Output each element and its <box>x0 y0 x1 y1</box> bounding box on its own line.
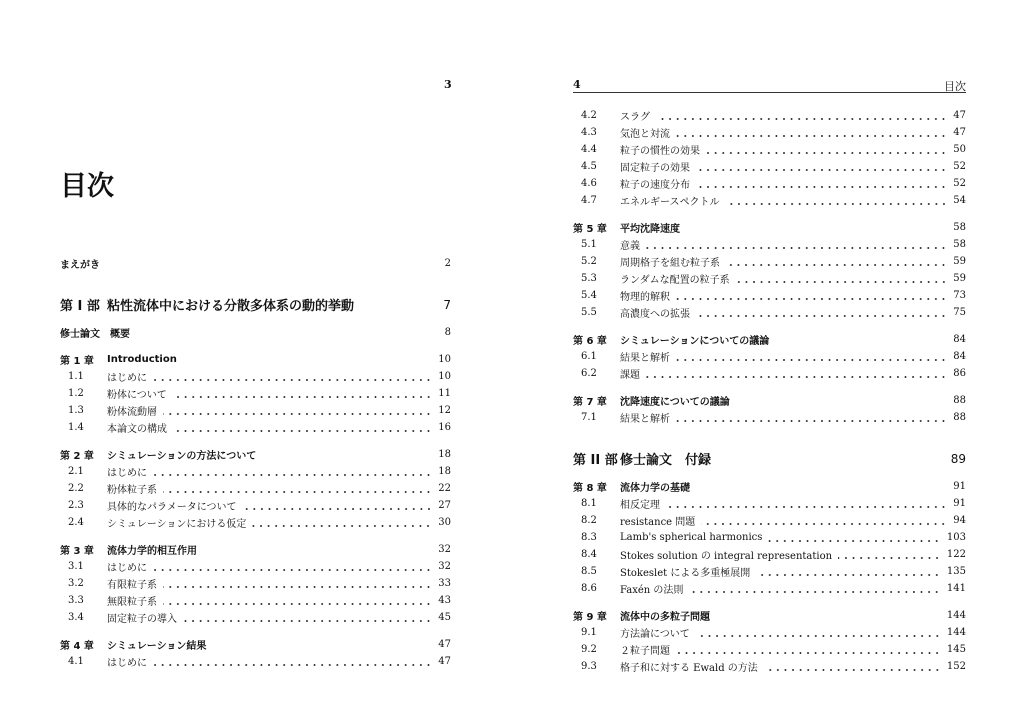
entry-title: 固定粒子の導入 <box>107 614 177 625</box>
toc-entry-section[interactable] <box>573 658 966 675</box>
entry-number: まえがき <box>60 260 100 271</box>
entry-number: 4.4 <box>581 144 597 155</box>
entry-title: 具体的なパラメータについて <box>107 502 237 513</box>
entry-title: 平均沈降速度 <box>620 224 680 235</box>
dot-leader <box>243 501 433 511</box>
entry-title: はじめに <box>107 563 147 574</box>
entry-page: 32 <box>438 544 451 555</box>
toc-entry-section[interactable] <box>60 497 451 514</box>
entry-number: 1.3 <box>68 405 84 416</box>
toc-heading: 目次 <box>60 171 114 202</box>
entry-number: 第 6 章 <box>573 336 607 347</box>
toc-entry-section[interactable] <box>573 624 966 641</box>
dot-leader <box>153 372 432 382</box>
entry-number: 第 3 章 <box>60 546 94 557</box>
entry-title: はじめに <box>107 373 147 384</box>
toc-entry-section[interactable] <box>60 575 451 592</box>
dot-leader <box>163 596 432 606</box>
dot-leader <box>173 423 432 433</box>
toc-entry-section[interactable] <box>573 546 966 563</box>
toc-entry-section[interactable] <box>573 236 966 253</box>
dot-leader <box>666 499 947 509</box>
dot-leader <box>768 533 940 543</box>
entry-number: 9.2 <box>581 644 597 655</box>
dot-leader <box>736 274 948 284</box>
entry-title: 粉体について <box>107 390 167 401</box>
entry-number: 第 9 章 <box>573 612 607 623</box>
toc-entry-section[interactable] <box>573 365 966 382</box>
toc-entry-chapter[interactable] <box>60 541 451 558</box>
dot-leader <box>696 179 947 189</box>
entry-page: 144 <box>946 627 966 638</box>
entry-number: 4.1 <box>68 656 84 667</box>
dot-leader <box>676 128 947 138</box>
toc-entry-chapter[interactable] <box>573 392 966 409</box>
entry-number: 5.5 <box>581 307 597 318</box>
entry-number: 8.1 <box>581 498 597 509</box>
entry-page: 11 <box>438 388 451 399</box>
entry-title: シミュレーションの方法について <box>107 451 257 462</box>
entry-page: 2 <box>444 258 451 269</box>
entry-page: 32 <box>438 561 451 572</box>
entry-number: 3.2 <box>68 578 84 589</box>
entry-page: 16 <box>438 422 451 433</box>
entry-title: Stokeslet による多重極展開 <box>620 568 751 579</box>
entry-page: 84 <box>953 334 966 345</box>
entry-title: シミュレーションについての議論 <box>620 336 770 347</box>
toc-entry-section[interactable] <box>60 558 451 575</box>
toc-entry-section[interactable] <box>573 495 966 512</box>
entry-number: 3.4 <box>68 612 84 623</box>
entry-number: 9.1 <box>581 627 597 638</box>
page-number: 3 <box>444 78 452 91</box>
entry-page: 59 <box>953 273 966 284</box>
entry-page: 18 <box>438 466 451 477</box>
entry-title: 流体中の多粒子問題 <box>620 612 710 623</box>
toc-entry-chapter[interactable] <box>60 351 451 368</box>
dot-leader <box>646 240 947 250</box>
toc-entry-section[interactable] <box>573 304 966 321</box>
entry-title: 意義 <box>620 241 640 252</box>
entry-page: 33 <box>438 578 451 589</box>
entry-page: 84 <box>953 351 966 362</box>
entry-title: 格子和に対する Ewald の方法 <box>620 663 758 674</box>
entry-number: 6.2 <box>581 368 597 379</box>
toc-entry-section[interactable] <box>60 385 451 402</box>
entry-page: 91 <box>953 498 966 509</box>
entry-page: 47 <box>438 656 451 667</box>
entry-number: 2.4 <box>68 517 84 528</box>
dot-leader <box>153 562 432 572</box>
entry-number: 8.3 <box>581 532 597 543</box>
toc-entry-section[interactable] <box>60 653 451 670</box>
entry-page: 59 <box>953 256 966 267</box>
entry-title: 有限粒子系 <box>107 580 157 591</box>
toc-entry-section[interactable] <box>573 641 966 658</box>
toc-entry-section[interactable] <box>573 124 966 141</box>
entry-number: 1.2 <box>68 388 84 399</box>
toc-entry-section[interactable] <box>573 512 966 529</box>
entry-number: 4.5 <box>581 161 597 172</box>
entry-page: 10 <box>438 371 451 382</box>
entry-number: 4.2 <box>581 110 597 121</box>
entry-page: 144 <box>946 610 966 621</box>
entry-title: 本論文の構成 <box>107 424 167 435</box>
entry-page: 18 <box>438 449 451 460</box>
dot-leader <box>696 308 947 318</box>
right-page <box>512 0 1024 727</box>
entry-number: 5.2 <box>581 256 597 267</box>
toc-entry-section[interactable] <box>60 592 451 609</box>
toc-entry-chapter[interactable] <box>573 478 966 495</box>
toc-entry-part[interactable] <box>573 449 966 468</box>
entry-number: 第 5 章 <box>573 224 607 235</box>
entry-title: 結果と解析 <box>620 414 670 425</box>
toc-entry-section[interactable] <box>60 419 451 436</box>
toc-entry-part[interactable] <box>60 295 451 314</box>
entry-title: 流体力学的相互作用 <box>107 546 197 557</box>
entry-title: Introduction <box>107 354 177 365</box>
toc-entry-section[interactable] <box>573 529 966 546</box>
entry-page: 45 <box>438 612 451 623</box>
entry-number: 1.1 <box>68 371 84 382</box>
entry-number: 第 1 章 <box>60 356 94 367</box>
entry-title: 沈降速度についての議論 <box>620 397 730 408</box>
entry-title: 粉体粒子系 <box>107 485 157 496</box>
entry-page: 103 <box>946 532 966 543</box>
dot-leader <box>183 613 432 623</box>
entry-page: 52 <box>953 178 966 189</box>
entry-page: 145 <box>946 644 966 655</box>
toc-entry-section[interactable] <box>573 107 966 124</box>
entry-number: 8.6 <box>581 583 597 594</box>
entry-number: 4.7 <box>581 195 597 206</box>
entry-page: 47 <box>953 110 966 121</box>
entry-number: 5.1 <box>581 239 597 250</box>
entry-page: 10 <box>438 354 451 365</box>
entry-page: 89 <box>950 451 966 466</box>
dot-leader <box>252 518 432 528</box>
toc-entry-section[interactable] <box>60 514 451 531</box>
toc-entry-section[interactable] <box>573 192 966 209</box>
entry-number: 4.6 <box>581 178 597 189</box>
toc-entry-section[interactable] <box>573 563 966 580</box>
toc-entry-section[interactable] <box>60 402 451 419</box>
entry-title: はじめに <box>107 468 147 479</box>
entry-page: 27 <box>438 500 451 511</box>
entry-page: 52 <box>953 161 966 172</box>
dot-leader <box>689 584 941 594</box>
entry-page: 88 <box>953 395 966 406</box>
entry-number: 第 4 章 <box>60 641 94 652</box>
toc-list <box>573 107 966 675</box>
toc-entry-section[interactable] <box>60 368 451 385</box>
toc-entry-section[interactable] <box>573 158 966 175</box>
entry-page: 50 <box>953 144 966 155</box>
dot-leader <box>676 413 947 423</box>
entry-page: 135 <box>946 566 966 577</box>
toc-entry-section[interactable] <box>573 287 966 304</box>
entry-title: エネルギースペクトル <box>620 197 720 208</box>
dot-leader <box>676 352 947 362</box>
dot-leader <box>163 484 432 494</box>
entry-title: resistance 問題 <box>620 517 696 528</box>
entry-title: シミュレーションにおける仮定 <box>107 519 247 530</box>
dot-leader <box>646 369 947 379</box>
entry-page: 86 <box>953 368 966 379</box>
dot-leader <box>756 567 941 577</box>
entry-title: シミュレーション結果 <box>107 641 207 652</box>
entry-number: 3.3 <box>68 595 84 606</box>
entry-number: 第 II 部 <box>573 453 618 468</box>
entry-number: 8.2 <box>581 515 597 526</box>
entry-title: 課題 <box>620 370 640 381</box>
entry-number: 5.3 <box>581 273 597 284</box>
entry-page: 47 <box>953 127 966 138</box>
entry-page: 12 <box>438 405 451 416</box>
toc-entry-section[interactable] <box>60 609 451 626</box>
entry-title: 周期格子を組む粒子系 <box>620 258 720 269</box>
entry-page: 47 <box>438 639 451 650</box>
toc-entry-chapter[interactable] <box>60 636 451 653</box>
entry-page: 22 <box>438 483 451 494</box>
entry-title: 物理的解釈 <box>620 292 670 303</box>
entry-page: 88 <box>953 412 966 423</box>
entry-page: 122 <box>946 549 966 560</box>
entry-title: 結果と解析 <box>620 353 670 364</box>
entry-number: 7.1 <box>581 412 597 423</box>
dot-leader <box>838 550 941 560</box>
toc-entry-chapter[interactable] <box>573 219 966 236</box>
toc-entry-section[interactable] <box>573 141 966 158</box>
entry-title: 相反定理 <box>620 500 660 511</box>
page-number: 4 <box>573 78 581 91</box>
entry-title: Stokes solution の integral representation <box>620 551 833 562</box>
entry-title: 粉体流動層 <box>107 407 157 418</box>
entry-number: 8.4 <box>581 549 597 560</box>
entry-number: 6.1 <box>581 351 597 362</box>
toc-list <box>60 255 451 670</box>
toc-entry-section[interactable] <box>573 270 966 287</box>
dot-leader <box>696 628 941 638</box>
dot-leader <box>173 389 432 399</box>
dot-leader <box>163 579 432 589</box>
dot-leader <box>163 406 432 416</box>
header-rule <box>573 92 966 93</box>
entry-page: 7 <box>443 297 451 312</box>
entry-title: スラグ <box>620 112 650 123</box>
entry-page: 30 <box>438 517 451 528</box>
running-head: 目次 <box>944 80 966 93</box>
entry-number: 8.5 <box>581 566 597 577</box>
toc-entry-front[interactable] <box>60 255 451 272</box>
entry-number: 第 8 章 <box>573 483 607 494</box>
dot-leader <box>764 662 941 672</box>
toc-entry-section[interactable] <box>573 580 966 597</box>
dot-leader <box>676 645 941 655</box>
entry-page: 54 <box>953 195 966 206</box>
entry-number: 2.2 <box>68 483 84 494</box>
entry-title: Faxén の法則 <box>620 585 684 596</box>
entry-page: 58 <box>953 239 966 250</box>
dot-leader <box>726 257 947 267</box>
toc-entry-section[interactable] <box>573 409 966 426</box>
toc-entry-section[interactable] <box>573 175 966 192</box>
entry-number: 2.1 <box>68 466 84 477</box>
entry-title: 粒子の速度分布 <box>620 180 690 191</box>
entry-title: ランダムな配置の粒子系 <box>620 275 730 286</box>
entry-number: 2.3 <box>68 500 84 511</box>
entry-page: 43 <box>438 595 451 606</box>
entry-page: 152 <box>946 661 966 672</box>
toc-entry-front[interactable] <box>60 324 451 341</box>
entry-title: 修士論文 付録 <box>620 453 712 468</box>
entry-page: 75 <box>953 307 966 318</box>
entry-title: 粒子の慣性の効果 <box>620 146 700 157</box>
entry-title: 気泡と対流 <box>620 129 670 140</box>
toc-entry-chapter[interactable] <box>60 446 451 463</box>
toc-entry-section[interactable] <box>573 253 966 270</box>
entry-page: 94 <box>953 515 966 526</box>
entry-number: 修士論文 概要 <box>60 329 130 340</box>
entry-number: 第 7 章 <box>573 397 607 408</box>
entry-number: 1.4 <box>68 422 84 433</box>
entry-title: 流体力学の基礎 <box>620 483 690 494</box>
entry-number: 4.3 <box>581 127 597 138</box>
entry-title: 固定粒子の効果 <box>620 163 690 174</box>
toc-entry-chapter[interactable] <box>573 607 966 624</box>
toc-entry-section[interactable] <box>60 480 451 497</box>
dot-leader <box>153 467 432 477</box>
toc-entry-section[interactable] <box>573 348 966 365</box>
entry-page: 8 <box>444 327 451 338</box>
dot-leader <box>701 516 947 526</box>
dot-leader <box>656 111 947 121</box>
dot-leader <box>676 291 947 301</box>
entry-number: 5.4 <box>581 290 597 301</box>
entry-title: 方法論について <box>620 629 690 640</box>
dot-leader <box>153 657 432 667</box>
entry-title: 高濃度への拡張 <box>620 309 690 320</box>
entry-page: 58 <box>953 222 966 233</box>
entry-title: ２粒子問題 <box>620 646 670 657</box>
toc-entry-chapter[interactable] <box>573 331 966 348</box>
entry-page: 141 <box>946 583 966 594</box>
entry-title: 無限粒子系 <box>107 597 157 608</box>
dot-leader <box>726 196 948 206</box>
toc-entry-section[interactable] <box>60 463 451 480</box>
entry-title: はじめに <box>107 658 147 669</box>
entry-number: 第 I 部 <box>60 299 100 314</box>
entry-number: 第 2 章 <box>60 451 94 462</box>
entry-number: 3.1 <box>68 561 84 572</box>
entry-page: 91 <box>953 481 966 492</box>
entry-title: Lamb's spherical harmonics <box>620 532 763 543</box>
entry-page: 73 <box>953 290 966 301</box>
dot-leader <box>696 162 947 172</box>
dot-leader <box>706 145 947 155</box>
entry-number: 9.3 <box>581 661 597 672</box>
entry-title: 粘性流体中における分散多体系の動的挙動 <box>107 299 355 314</box>
